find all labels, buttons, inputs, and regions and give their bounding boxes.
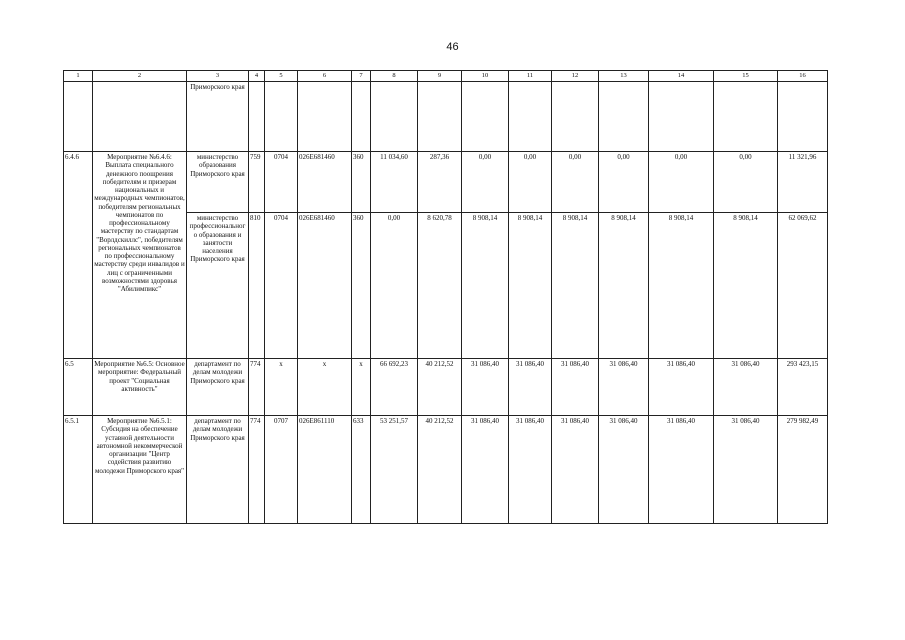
total-cell: 279 982,49	[778, 416, 828, 524]
measure-name: Мероприятие №6.5: Основное мероприятие: Федеральный проект "Социальная активность"	[93, 359, 187, 416]
grbs-cell: 759	[249, 152, 265, 213]
value-cell: 31 086,40	[552, 359, 599, 416]
table-row	[64, 152, 828, 213]
vr-cell: 360	[352, 152, 371, 213]
rzpr-cell: x	[265, 359, 298, 416]
value-cell: 66 692,23	[371, 359, 418, 416]
row-number: 6.5.1	[64, 416, 93, 524]
vr-cell: x	[352, 359, 371, 416]
header-cell: 4	[249, 71, 265, 82]
row-number: 6.5	[64, 359, 93, 416]
page-number: 46	[446, 41, 459, 53]
header-cell: 1	[64, 71, 93, 82]
rzpr-cell: 0704	[265, 213, 298, 359]
grbs-cell: 774	[249, 416, 265, 524]
header-cell: 6	[298, 71, 352, 82]
header-cell: 8	[371, 71, 418, 82]
executor-cell: министерство образования Приморского края	[187, 152, 249, 213]
header-cell: 12	[552, 71, 599, 82]
vr-cell: 633	[352, 416, 371, 524]
csr-cell: 026E861110	[298, 416, 352, 524]
grbs-cell: 810	[249, 213, 265, 359]
value-cell: 0,00	[552, 152, 599, 213]
executor-cell: министерство профессионального образования и занятости населения Приморского края	[187, 213, 249, 359]
header-row	[64, 71, 828, 82]
value-cell: 31 086,40	[462, 359, 509, 416]
rzpr-cell: 0707	[265, 416, 298, 524]
value-cell: 0,00	[599, 152, 649, 213]
header-cell: 2	[93, 71, 187, 82]
header-cell: 3	[187, 71, 249, 82]
value-cell: 8 908,14	[462, 213, 509, 359]
value-cell: 8 908,14	[649, 213, 714, 359]
header-cell: 14	[649, 71, 714, 82]
value-cell: 40 212,52	[418, 359, 462, 416]
value-cell: 31 086,40	[599, 416, 649, 524]
executor-cell: Приморского края	[187, 82, 249, 152]
value-cell: 40 212,52	[418, 416, 462, 524]
continuation-row	[64, 82, 828, 152]
header-cell: 7	[352, 71, 371, 82]
rzpr-cell: 0704	[265, 152, 298, 213]
value-cell: 8 908,14	[552, 213, 599, 359]
value-cell: 31 086,40	[649, 359, 714, 416]
table-row	[64, 416, 828, 524]
row-number: 6.4.6	[64, 152, 93, 359]
table-row	[64, 359, 828, 416]
value-cell: 287,36	[418, 152, 462, 213]
value-cell: 31 086,40	[462, 416, 509, 524]
header-cell: 11	[509, 71, 552, 82]
measure-name: Мероприятие №6.5.1: Субсидия на обеспечение уставной деятельности автономной некоммерческой организации "Центр содействия развитию молодежи Приморского края"	[93, 416, 187, 524]
header-cell: 10	[462, 71, 509, 82]
value-cell: 8 908,14	[599, 213, 649, 359]
value-cell: 31 086,40	[599, 359, 649, 416]
grbs-cell: 774	[249, 359, 265, 416]
vr-cell: 360	[352, 213, 371, 359]
value-cell: 31 086,40	[509, 416, 552, 524]
header-cell: 5	[265, 71, 298, 82]
value-cell: 31 086,40	[552, 416, 599, 524]
value-cell: 31 086,40	[714, 416, 778, 524]
header-cell: 9	[418, 71, 462, 82]
value-cell: 53 251,57	[371, 416, 418, 524]
csr-cell: 026E681460	[298, 152, 352, 213]
value-cell: 8 908,14	[509, 213, 552, 359]
value-cell: 0,00	[462, 152, 509, 213]
value-cell: 8 908,14	[714, 213, 778, 359]
total-cell: 293 423,15	[778, 359, 828, 416]
value-cell: 0,00	[371, 213, 418, 359]
value-cell: 31 086,40	[509, 359, 552, 416]
value-cell: 0,00	[714, 152, 778, 213]
header-cell: 16	[778, 71, 828, 82]
budget-table	[63, 70, 828, 524]
value-cell: 0,00	[509, 152, 552, 213]
csr-cell: 026E681460	[298, 213, 352, 359]
measure-name: Мероприятие №6.4.6: Выплата специального денежного поощрения победителям и призерам национальных и международных чемпионатов, победителям региональных чемпионатов по профессиональному мастерству по стандартам "Ворлдскиллс", победителям региональных чемпионатов по профессиональному мастерству среди инвалидов и лиц с ограниченными возможностями здоровья "Абилимпикс"	[93, 152, 187, 359]
value-cell: 0,00	[649, 152, 714, 213]
executor-cell: департамент по делам молодежи Приморского края	[187, 416, 249, 524]
total-cell: 11 321,96	[778, 152, 828, 213]
csr-cell: x	[298, 359, 352, 416]
value-cell: 31 086,40	[649, 416, 714, 524]
value-cell: 31 086,40	[714, 359, 778, 416]
value-cell: 8 620,78	[418, 213, 462, 359]
header-cell: 13	[599, 71, 649, 82]
value-cell: 11 034,60	[371, 152, 418, 213]
total-cell: 62 069,62	[778, 213, 828, 359]
executor-cell: департамент по делам молодежи Приморского края	[187, 359, 249, 416]
header-cell: 15	[714, 71, 778, 82]
